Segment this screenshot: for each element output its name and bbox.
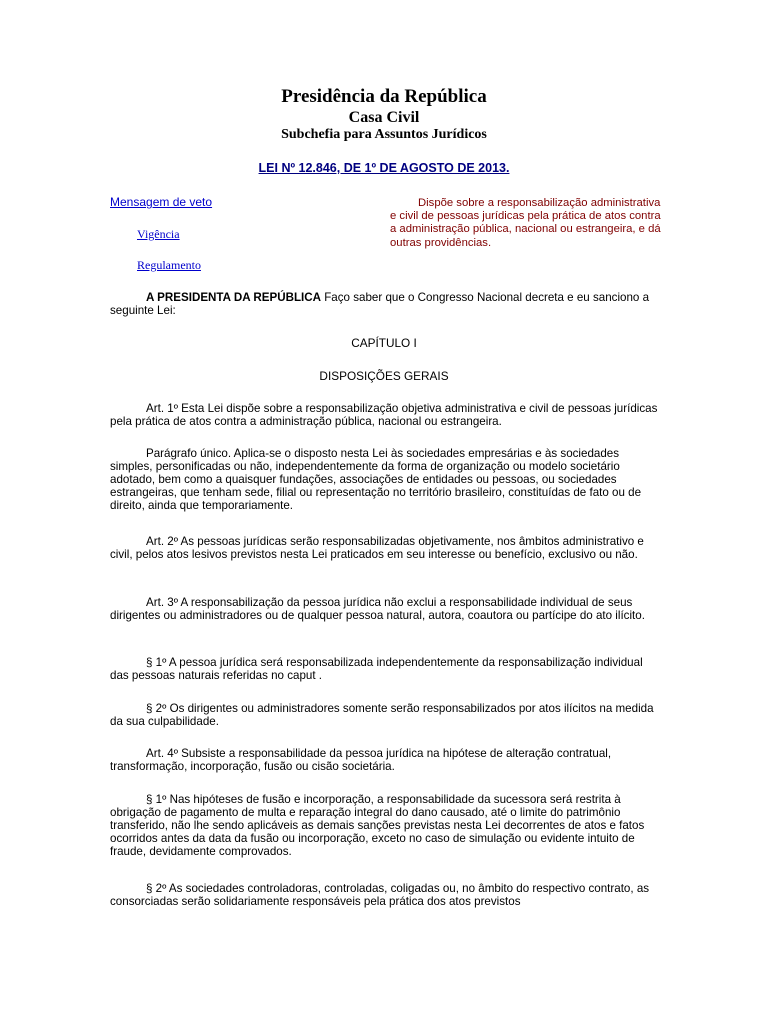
article-4-paragraph-2 — [110, 882, 662, 908]
regulamento-link[interactable]: Regulamento — [137, 258, 201, 272]
article-1 — [110, 402, 662, 428]
chapter-heading: CAPÍTULO I — [351, 336, 417, 350]
article-3-text: Art. 3º A responsabilização da pessoa jurídica não exclui a responsabilidade individual de seus dirigentes ou administradores ou de qualquer pessoa natural, autora, coautora ou partícipe do ato ilícito. — [110, 596, 645, 623]
ementa — [390, 197, 662, 250]
law-title-link[interactable]: LEI Nº 12.846, DE 1º DE AGOSTO DE 2013. — [258, 161, 510, 175]
header-casa-civil: Casa Civil — [348, 109, 420, 126]
preamble-bold: A PRESIDENTA DA REPÚBLICA — [146, 291, 321, 304]
article-1-text: Art. 1º Esta Lei dispõe sobre a responsabilização objetiva administrativa e civil de pessoas jurídicas pela prática de atos contra a administração pública, nacional ou estrangeira. — [110, 402, 658, 429]
article-4-paragraph-2-text: § 2º As sociedades controladoras, controladas, coligadas ou, no âmbito do respectivo contrato, as consorciadas serão solidariamente responsáveis pela prática dos atos previstos — [110, 882, 650, 909]
article-1-sole-paragraph-text: Parágrafo único. Aplica-se o disposto nesta Lei às sociedades empresárias e às sociedades simples, personificadas ou não, independentemente da forma de organização ou modelo societário adotado, bem como a quaisquer fundações, associações de entidades ou pessoas, ou sociedades estrangeiras, que tenham sede, filial ou representação no território brasileiro, constituídas de fato ou de direito, ainda que temporariamente. — [110, 447, 642, 513]
veto-message-link[interactable]: Mensagem de veto — [110, 195, 213, 209]
article-4-paragraph-1 — [110, 793, 662, 858]
article-4 — [110, 747, 662, 773]
article-4-text: Art. 4º Subsiste a responsabilidade da pessoa jurídica na hipótese de alteração contratual, transformação, incorporação, fusão ou cisão societária. — [110, 747, 612, 774]
article-1-sole-paragraph — [110, 447, 662, 512]
preamble-text: Faço saber que o Congresso Nacional decreta e eu sanciono a seguinte Lei: — [110, 291, 650, 318]
preamble — [110, 291, 662, 317]
article-2-text: Art. 2º As pessoas jurídicas serão responsabilizadas objetivamente, nos âmbitos administrativo e civil, pelos atos lesivos previstos nesta Lei praticados em seu interesse ou benefício, exclusivo ou não. — [110, 535, 644, 562]
header-presidencia: Presidência da República — [281, 86, 487, 107]
article-3-paragraph-1-text: § 1º A pessoa jurídica será responsabilizada independentemente da responsabilização individual das pessoas naturais referidas no caput . — [110, 656, 643, 683]
article-2 — [110, 535, 662, 561]
vigencia-link[interactable]: Vigência — [137, 227, 180, 241]
article-3-paragraph-1 — [110, 656, 662, 682]
law-title-container — [0, 161, 768, 175]
article-3-paragraph-2-text: § 2º Os dirigentes ou administradores somente serão responsabilizados por atos ilícitos na medida da sua culpabilidade. — [110, 702, 654, 729]
ementa-text: Dispõe sobre a responsabilização administrativa e civil de pessoas jurídicas pela prática de atos contra a administração pública, nacional ou estrangeira, e dá outras providências. — [390, 197, 661, 249]
article-3 — [110, 596, 662, 622]
header-subchefia: Subchefia para Assuntos Jurídicos — [281, 127, 487, 142]
article-4-paragraph-1-text: § 1º Nas hipóteses de fusão e incorporação, a responsabilidade da sucessora será restrita à obrigação de pagamento de multa e reparação integral do dano causado, até o limite do patrimônio transferido, não lhe sendo aplicáveis as demais sanções previstas nesta Lei decorrentes de atos e fatos ocorridos antes da data da fusão ou incorporação, exceto no caso de simulação ou evidente intuito de fraude, devidamente comprovados. — [110, 793, 645, 859]
article-3-paragraph-2 — [110, 702, 662, 728]
chapter-title: DISPOSIÇÕES GERAIS — [319, 369, 449, 383]
